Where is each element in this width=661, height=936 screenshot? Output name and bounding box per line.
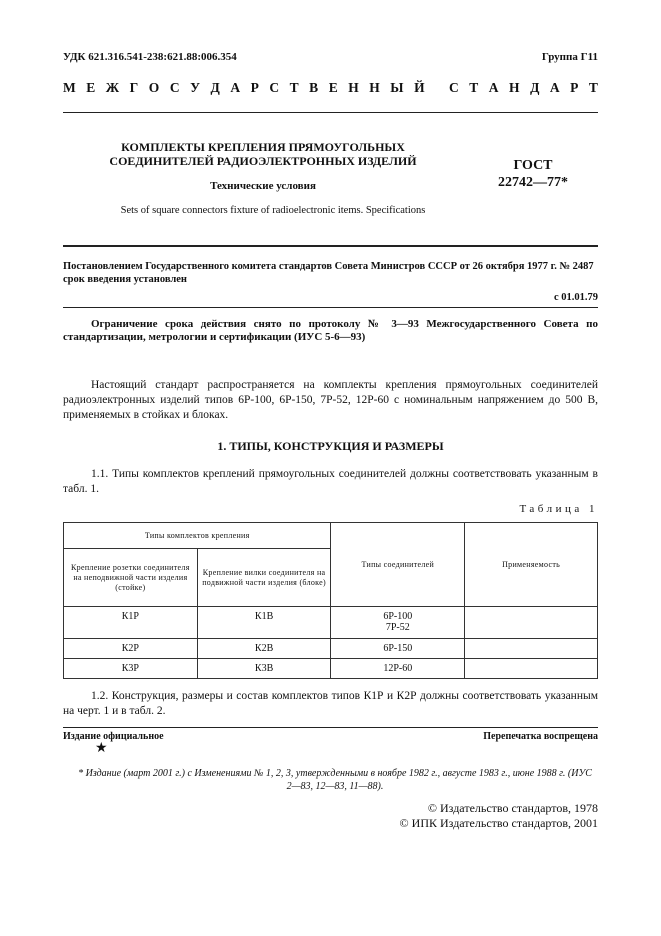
banner-letter: А <box>549 80 560 95</box>
group-code: Группа Г11 <box>541 51 598 63</box>
document-title <box>63 140 463 168</box>
table-header-plug-mount: Крепление вилки соединителя на подвижной части изделия (блоке) <box>197 549 331 607</box>
connector-types-table <box>63 522 598 679</box>
udk-code: УДК 621.316.541-238:621.88:006.354 <box>63 51 237 63</box>
decree-rule <box>63 307 598 308</box>
table-cell: К3Р <box>64 659 198 679</box>
section-heading: 1. ТИПЫ, КОНСТРУКЦИЯ И РАЗМЕРЫ <box>217 439 444 453</box>
banner-letter: Т <box>469 80 479 95</box>
title-rule <box>63 245 598 247</box>
official-edition: Издание официальное <box>63 731 164 742</box>
table-row <box>64 639 598 659</box>
banner-letter: Е <box>328 80 338 95</box>
banner-letter: Ж <box>105 80 120 95</box>
table-cell <box>465 639 598 659</box>
banner-gap <box>435 80 438 96</box>
standard-banner <box>63 80 598 96</box>
banner-letter: Н <box>509 80 520 95</box>
banner-letter: А <box>230 80 241 95</box>
restriction-note: Ограничение срока действия снято по протоколу № 3—93 Межгосударственного Совета по стандартизации, метрологии и сертификации (ИУС 5-6—93) <box>63 318 598 343</box>
table-cell: К3В <box>197 659 331 679</box>
table-group-header: Типы комплектов крепления <box>64 523 331 549</box>
banner-letter: Н <box>369 80 380 95</box>
table-cell <box>465 659 598 679</box>
footer-rule <box>63 727 598 728</box>
star-icon: ★ <box>95 741 108 756</box>
table-cell <box>331 607 465 639</box>
decree-text <box>63 260 601 286</box>
banner-letter: В <box>309 80 319 95</box>
title-line-1: КОМПЛЕКТЫ КРЕПЛЕНИЯ ПРЯМОУГОЛЬНЫХ <box>121 140 405 154</box>
gost-designation <box>478 157 588 191</box>
paragraph-1-1: 1.1. Типы комплектов креплений прямоугольных соединителей должны соответствовать указанным в табл. 1. <box>63 468 598 495</box>
edition-footnote: * Издание (март 2001 г.) с Изменениями № 1, 2, 3, утвержденными в ноябре 1982 г., августе 1983 г., июне 1988 г. (ИУС 2—83, 12—83, 11—88). <box>78 768 592 792</box>
table-cell: К1В <box>197 607 331 639</box>
banner-letter: Т <box>588 80 598 95</box>
table-header-connector-types: Типы соединителей <box>331 523 465 607</box>
table-cell: 12Р-60 <box>331 659 465 679</box>
document-subtitle: Технические условия <box>210 180 316 192</box>
gost-number: 22742—77* <box>498 175 568 190</box>
banner-letter: Н <box>348 80 359 95</box>
reprint-prohibited: Перепечатка воспрещена <box>483 731 598 742</box>
table-cell: К2Р <box>64 639 198 659</box>
banner-letter: Д <box>530 80 540 95</box>
banner-letter: Т <box>289 80 299 95</box>
table-cell: К1Р <box>64 607 198 639</box>
banner-letter: С <box>169 80 180 95</box>
banner-letter: С <box>448 80 459 95</box>
banner-letter: У <box>190 80 200 95</box>
table-cell: К2В <box>197 639 331 659</box>
banner-letter: С <box>269 80 280 95</box>
paragraph-1-2: 1.2. Конструкция, размеры и состав комплектов типов К1Р и К2Р должны соответствовать указанным на черт. 1 и в табл. 2. <box>63 690 598 717</box>
table-caption: Таблица 1 <box>519 503 598 515</box>
connector-type: 7Р-52 <box>385 622 410 633</box>
decree-line-1: Постановлением Государственного комитета стандартов Совета Министров СССР от 26 октября 1977 г. № 2487 <box>63 261 594 272</box>
decree-line-2: срок введения установлен <box>63 274 187 285</box>
banner-letter: А <box>488 80 499 95</box>
table-row <box>64 659 598 679</box>
copyright-line-2: © ИПК Издательство стандартов, 2001 <box>399 816 598 830</box>
effective-date: с 01.01.79 <box>553 292 598 303</box>
copyright-line-1: © Издательство стандартов, 1978 <box>427 801 598 815</box>
banner-letter: Г <box>129 80 139 95</box>
table-row <box>64 607 598 639</box>
banner-letter: Р <box>250 80 259 95</box>
gost-label: ГОСТ <box>513 158 553 173</box>
table-header-socket-mount: Крепление розетки соединителя на неподвижной части изделия (стойке) <box>64 549 198 607</box>
copyright-block <box>400 801 598 831</box>
title-line-2: СОЕДИНИТЕЛЕЙ РАДИОЭЛЕКТРОННЫХ ИЗДЕЛИЙ <box>109 154 417 168</box>
banner-letter: Ы <box>390 80 404 95</box>
banner-letter: М <box>63 80 76 95</box>
table-cell: 6Р-150 <box>331 639 465 659</box>
banner-letter: Д <box>210 80 220 95</box>
table-cell <box>465 607 598 639</box>
table-header-applicability: Применяемость <box>465 523 598 607</box>
intro-paragraph: Настоящий стандарт распространяется на комплекты крепления прямоугольных соединителей радиоэлектронных изделий типов 6Р-100, 6Р-150, 7Р-52, 12Р-60 с номинальным напряжением до 500 В, применяемых в стойках и блоках. <box>63 379 598 421</box>
english-title: Sets of square connectors fixture of radioelectronic items. Specifications <box>120 205 426 216</box>
top-rule <box>63 112 598 113</box>
connector-type: 6Р-100 <box>383 611 413 622</box>
banner-letter: О <box>148 80 160 95</box>
banner-letter: Р <box>570 80 579 95</box>
banner-letter: Е <box>86 80 96 95</box>
banner-letter: Й <box>414 80 425 95</box>
